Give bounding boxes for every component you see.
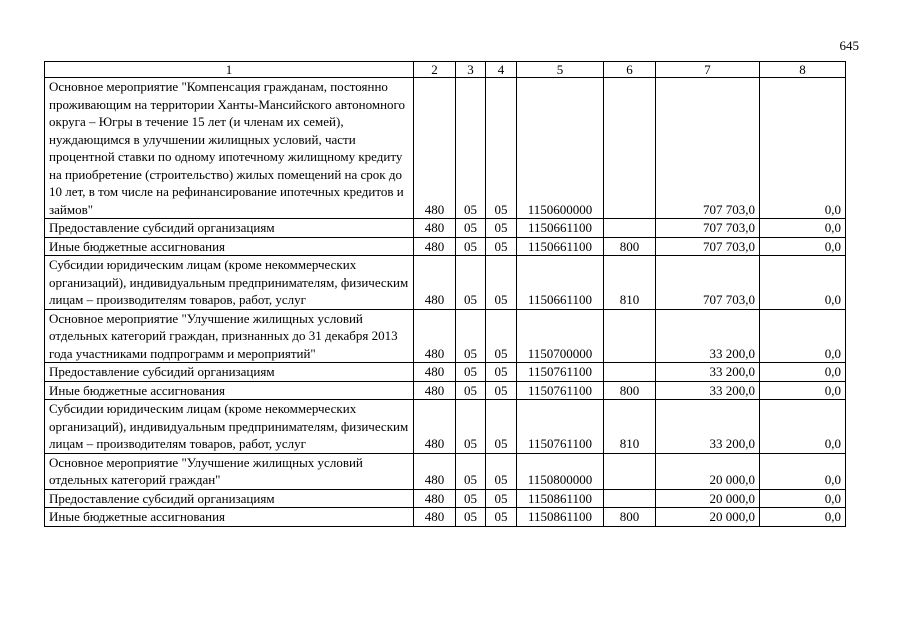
cell-amount-2: 0,0 bbox=[760, 381, 846, 400]
cell-target-article: 1150700000 bbox=[517, 309, 604, 363]
cell-name: Иные бюджетные ассигнования bbox=[45, 508, 414, 527]
cell-subsection: 05 bbox=[486, 309, 517, 363]
cell-expense-type bbox=[604, 453, 656, 489]
table-row bbox=[45, 363, 846, 382]
cell-target-article: 1150761100 bbox=[517, 400, 604, 454]
cell-name: Предоставление субсидий организациям bbox=[45, 489, 414, 508]
cell-section: 05 bbox=[456, 78, 486, 219]
cell-amount-2: 0,0 bbox=[760, 453, 846, 489]
cell-section: 05 bbox=[456, 453, 486, 489]
column-number-row bbox=[45, 62, 846, 78]
cell-name: Основное мероприятие "Компенсация гражданам, постоянно проживающим на территории Ханты-Мансийского автономного округа – Югры в течение 15 лет (и членам их семей), нуждающимся в улучшении жилищных условий, части процентной ставки по одному ипотечному жилищному кредиту на приобретение (строительство) жилых помещений на срок до 10 лет, в том числе на рефинансирование ипотечных кредитов и займов" bbox=[45, 78, 414, 219]
cell-amount: 33 200,0 bbox=[656, 363, 760, 382]
table-body bbox=[45, 62, 846, 527]
cell-section: 05 bbox=[456, 400, 486, 454]
cell-expense-type bbox=[604, 309, 656, 363]
cell-subsection: 05 bbox=[486, 256, 517, 310]
cell-section: 05 bbox=[456, 237, 486, 256]
cell-target-article: 1150661100 bbox=[517, 219, 604, 238]
cell-amount: 707 703,0 bbox=[656, 237, 760, 256]
cell-ministry-code: 480 bbox=[414, 381, 456, 400]
cell-expense-type bbox=[604, 219, 656, 238]
cell-expense-type: 800 bbox=[604, 381, 656, 400]
cell-section: 05 bbox=[456, 309, 486, 363]
cell-target-article: 1150661100 bbox=[517, 237, 604, 256]
cell-amount: 33 200,0 bbox=[656, 400, 760, 454]
column-header-4: 4 bbox=[486, 62, 517, 78]
cell-ministry-code: 480 bbox=[414, 453, 456, 489]
cell-name: Основное мероприятие "Улучшение жилищных условий отдельных категорий граждан" bbox=[45, 453, 414, 489]
table-row bbox=[45, 453, 846, 489]
cell-subsection: 05 bbox=[486, 381, 517, 400]
cell-target-article: 1150761100 bbox=[517, 363, 604, 382]
cell-amount-2: 0,0 bbox=[760, 400, 846, 454]
cell-section: 05 bbox=[456, 508, 486, 527]
cell-expense-type bbox=[604, 489, 656, 508]
cell-amount: 20 000,0 bbox=[656, 508, 760, 527]
cell-amount: 707 703,0 bbox=[656, 78, 760, 219]
cell-section: 05 bbox=[456, 256, 486, 310]
cell-ministry-code: 480 bbox=[414, 256, 456, 310]
cell-expense-type: 810 bbox=[604, 256, 656, 310]
cell-amount: 33 200,0 bbox=[656, 309, 760, 363]
cell-expense-type bbox=[604, 363, 656, 382]
cell-expense-type: 800 bbox=[604, 508, 656, 527]
table-row bbox=[45, 489, 846, 508]
cell-name: Основное мероприятие "Улучшение жилищных условий отдельных категорий граждан, признанных до 31 декабря 2013 года участниками подпрограмм и мероприятий" bbox=[45, 309, 414, 363]
cell-name: Предоставление субсидий организациям bbox=[45, 219, 414, 238]
table-row bbox=[45, 237, 846, 256]
cell-ministry-code: 480 bbox=[414, 78, 456, 219]
cell-amount-2: 0,0 bbox=[760, 489, 846, 508]
cell-subsection: 05 bbox=[486, 237, 517, 256]
cell-expense-type: 810 bbox=[604, 400, 656, 454]
column-header-8: 8 bbox=[760, 62, 846, 78]
column-header-5: 5 bbox=[517, 62, 604, 78]
cell-amount-2: 0,0 bbox=[760, 256, 846, 310]
cell-target-article: 1150800000 bbox=[517, 453, 604, 489]
cell-name: Субсидии юридическим лицам (кроме некоммерческих организаций), индивидуальным предпринимателям, физическим лицам – производителям товаров, работ, услуг bbox=[45, 400, 414, 454]
table-row bbox=[45, 381, 846, 400]
table-row bbox=[45, 219, 846, 238]
cell-target-article: 1150661100 bbox=[517, 256, 604, 310]
table-row bbox=[45, 400, 846, 454]
cell-amount: 707 703,0 bbox=[656, 219, 760, 238]
cell-name: Иные бюджетные ассигнования bbox=[45, 237, 414, 256]
cell-subsection: 05 bbox=[486, 219, 517, 238]
cell-name: Иные бюджетные ассигнования bbox=[45, 381, 414, 400]
cell-subsection: 05 bbox=[486, 78, 517, 219]
column-header-2: 2 bbox=[414, 62, 456, 78]
cell-section: 05 bbox=[456, 363, 486, 382]
page-number: 645 bbox=[839, 38, 859, 53]
cell-ministry-code: 480 bbox=[414, 508, 456, 527]
cell-amount-2: 0,0 bbox=[760, 309, 846, 363]
cell-expense-type: 800 bbox=[604, 237, 656, 256]
cell-amount-2: 0,0 bbox=[760, 363, 846, 382]
cell-target-article: 1150761100 bbox=[517, 381, 604, 400]
cell-subsection: 05 bbox=[486, 453, 517, 489]
table-row bbox=[45, 309, 846, 363]
cell-amount: 33 200,0 bbox=[656, 381, 760, 400]
cell-section: 05 bbox=[456, 381, 486, 400]
cell-ministry-code: 480 bbox=[414, 309, 456, 363]
cell-target-article: 1150861100 bbox=[517, 489, 604, 508]
column-header-3: 3 bbox=[456, 62, 486, 78]
column-header-6: 6 bbox=[604, 62, 656, 78]
cell-target-article: 1150861100 bbox=[517, 508, 604, 527]
cell-amount: 707 703,0 bbox=[656, 256, 760, 310]
table-row bbox=[45, 508, 846, 527]
cell-subsection: 05 bbox=[486, 363, 517, 382]
cell-ministry-code: 480 bbox=[414, 363, 456, 382]
cell-amount-2: 0,0 bbox=[760, 78, 846, 219]
cell-expense-type bbox=[604, 78, 656, 219]
column-header-7: 7 bbox=[656, 62, 760, 78]
cell-ministry-code: 480 bbox=[414, 237, 456, 256]
cell-ministry-code: 480 bbox=[414, 400, 456, 454]
table-row bbox=[45, 256, 846, 310]
budget-table bbox=[44, 61, 846, 527]
cell-section: 05 bbox=[456, 219, 486, 238]
cell-ministry-code: 480 bbox=[414, 489, 456, 508]
cell-name: Субсидии юридическим лицам (кроме некоммерческих организаций), индивидуальным предпринимателям, физическим лицам – производителям товаров, работ, услуг bbox=[45, 256, 414, 310]
cell-subsection: 05 bbox=[486, 489, 517, 508]
cell-target-article: 1150600000 bbox=[517, 78, 604, 219]
column-header-1: 1 bbox=[45, 62, 414, 78]
table-row bbox=[45, 78, 846, 219]
cell-amount: 20 000,0 bbox=[656, 453, 760, 489]
cell-amount: 20 000,0 bbox=[656, 489, 760, 508]
cell-amount-2: 0,0 bbox=[760, 219, 846, 238]
cell-ministry-code: 480 bbox=[414, 219, 456, 238]
cell-subsection: 05 bbox=[486, 400, 517, 454]
cell-subsection: 05 bbox=[486, 508, 517, 527]
cell-amount-2: 0,0 bbox=[760, 237, 846, 256]
cell-amount-2: 0,0 bbox=[760, 508, 846, 527]
cell-section: 05 bbox=[456, 489, 486, 508]
cell-name: Предоставление субсидий организациям bbox=[45, 363, 414, 382]
